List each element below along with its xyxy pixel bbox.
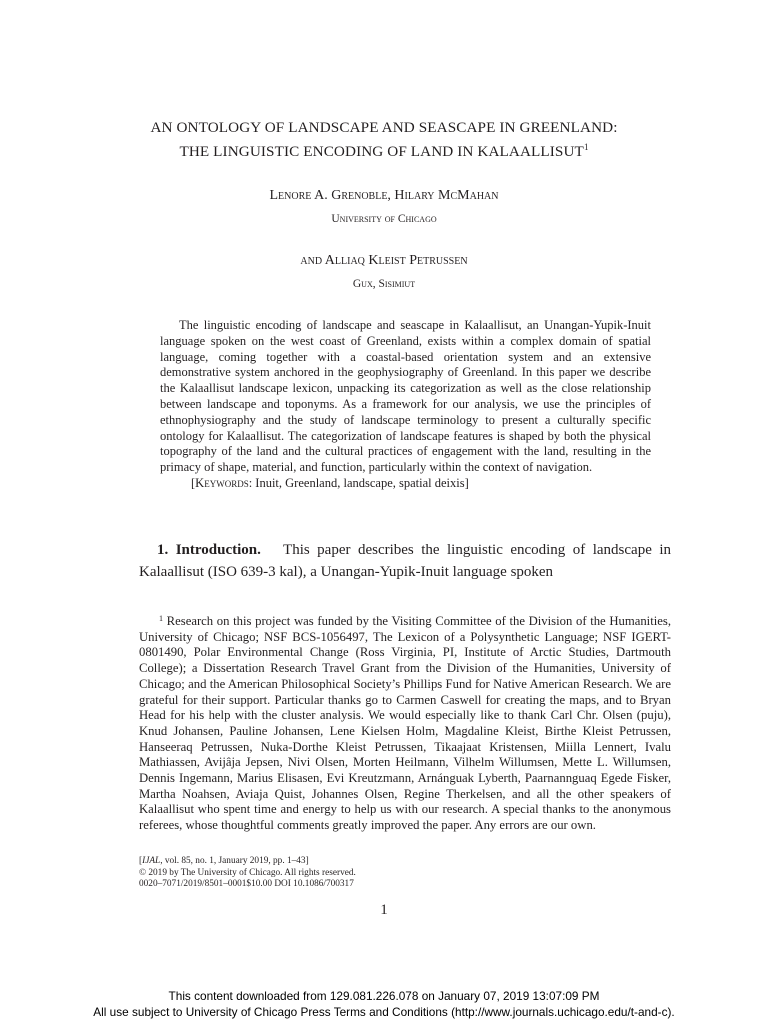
authors-line-2: and Alliaq Kleist Petrussen [300, 253, 468, 268]
citation-line: [IJAL, vol. 85, no. 1, January 2019, pp. 1–43] [139, 856, 309, 866]
abstract-text: The linguistic encoding of landscape and seascape in Kalaallisut, an Unangan-Yupik-Inuit language spoken on the west coast of Greenland, exists within a complex domain of spatial language, coming together with a coastal-based orientation system and an extensive demonstrative system anchored in the geophysiography of Greenland. In this paper we describe the Kalaallisut landscape lexicon, unpacking its categorization as well as the close relationship between landscape and toponyms. As a framework for our analysis, we use the principles of ethnophysiography and the study of landscape terminology to present a culturally specific ontology for Kalaallisut. The categorization of landscape features is shaped by both the physical topography of the land and the cultural practices of engagement with the land, resulting in the primacy of shape, material, and function, particularly within the context of navigation. [160, 318, 651, 475]
affiliation-2: Gux, Sisimiut [352, 278, 416, 290]
issn-doi-line: 0020–7071/2019/8501–0001$10.00 DOI 10.1086/700317 [139, 879, 354, 890]
paper-title [150, 119, 618, 161]
keywords-label: Keywords [195, 475, 249, 490]
keywords-open: [ [191, 475, 196, 490]
copyright-line: © 2019 by The University of Chicago. All rights reserved. [139, 867, 356, 878]
footnote-paragraph [139, 611, 671, 834]
keywords [160, 476, 651, 492]
introduction-section [139, 540, 671, 583]
abstract [160, 318, 651, 492]
title-footnote-mark: 1 [583, 141, 589, 152]
introduction-text: This paper describes the linguistic encoding of landscape in Kalaallisut (ISO 639-3 kal), a Unangan-Yupik-Inuit language spoken [139, 542, 671, 580]
citation-rest: , vol. 85, no. 1, January 2019, pp. 1–43] [160, 856, 309, 866]
footnote-text: Research on this project was funded by the Visiting Committee of the Division of the Humanities, University of Chicago; NSF BCS-1056497, The Lexicon of a Polysynthetic Language; NSF IGERT-0801490, Polar Environmental Change (Ross Virginia, PI, Institute of Arctic Studies, Dartmouth College); a Dissertation Research Travel Grant from the Division of the Humanities, University of Chicago; and the American Philosophical Society’s Phillips Fund for Native American Research. We are grateful for their support. Particular thanks go to Carmen Caswell for creating the maps, and to Bryan Head for his help with the cluster analysis. We would especially like to thank Carl Chr. Olsen (puju), Knud Johansen, Pauline Johansen, Lene Kielsen Holm, Magdaline Kleist, Birthe Kleist Petrussen, Hanseeraq Petrussen, Nuka-Dorthe Kleist Petrussen, Tikaajaat Kristensen, Miilla Lennert, Ivalu Mathiassen, Avijâja Jepsen, Nivi Olsen, Morten Heilmann, Vilhelm Willumsen, Mette L. Willumsen, Dennis Ingemann, Marius Elisasen, Evi Kreutzmann, Arnánguak Lyberth, Paarnannguaq Egede Fisker, Martha Noahsen, Aviaja Quist, Johannes Olsen, Regine Therkelsen, and all the other speakers of Kalaallisut who spent time and energy to help us with our research. A special thanks to the anonymous referees, whose thoughtful comments greatly improved the paper. Any errors are our own. [139, 614, 671, 833]
download-notice [0, 988, 768, 1020]
page-number: 1 [380, 902, 388, 918]
footnote [139, 611, 671, 834]
journal-name: IJAL [142, 856, 161, 866]
section-heading: 1. Introduction. [157, 542, 261, 558]
paper-title-text: AN ONTOLOGY OF LANDSCAPE AND SEASCAPE IN GREENLAND: THE LINGUISTIC ENCODING OF LAND IN KALAALLISUT [150, 119, 618, 160]
publication-info [139, 856, 356, 891]
introduction-paragraph [139, 540, 671, 583]
authors-line-1: Lenore A. Grenoble, Hilary McMahan [269, 188, 499, 203]
download-line-1: This content downloaded from 129.081.226.078 on January 07, 2019 13:07:09 PM [168, 989, 600, 1003]
footnote-mark: 1 [159, 614, 163, 623]
affiliation-1: University of Chicago [331, 213, 437, 225]
keywords-text: : Inuit, Greenland, landscape, spatial deixis] [248, 475, 469, 490]
download-line-2: All use subject to University of Chicago Press Terms and Conditions (http://www.journals.uchicago.edu/t-and-c). [93, 1005, 675, 1019]
